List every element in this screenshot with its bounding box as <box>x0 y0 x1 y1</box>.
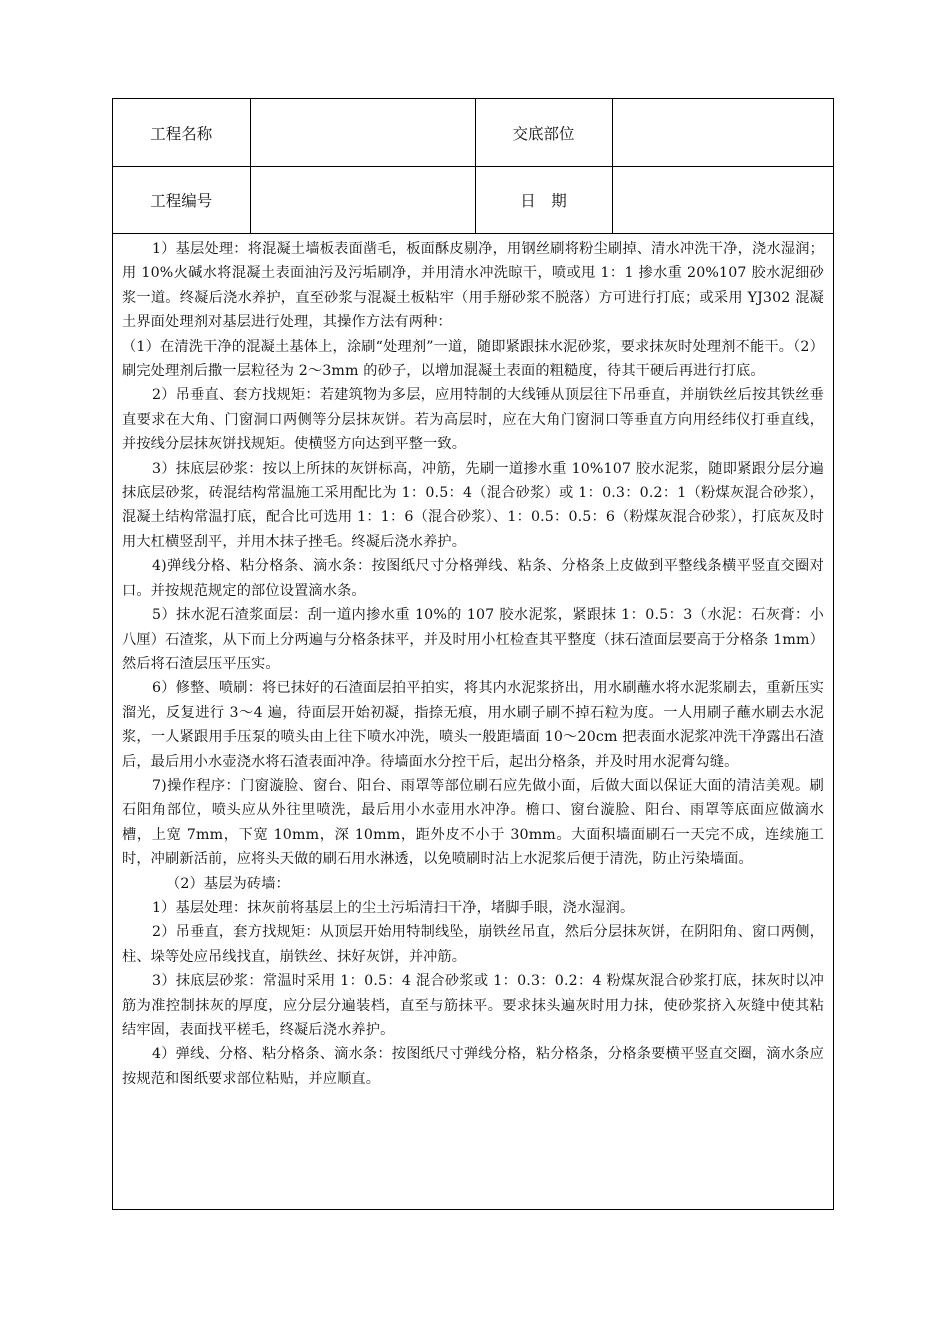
header-row-2 <box>113 167 833 234</box>
paragraph-brick-mortar: 3）抹底层砂浆：常温时采用 1：0.5：4 混合砂浆或 1：0.3：0.2：4 粉煤灰混合砂浆打底，抹灰时以冲筋为准控制抹灰的厚度，应分层分遍装档，直至与筋抹平。要求抹头遍灰时用力抹，使砂浆挤入灰缝中使其粘结牢固，表面找平槎毛，终凝后浇水养护。 <box>122 973 824 1038</box>
project-name-value <box>250 99 475 167</box>
paragraph-grid-lines: 4)弹线分格、粘分格条、滴水条：按图纸尺寸分格弹线、粘条、分格条上皮做到平整线条横平竖直交圈对口。并按规范规定的部位设置滴水条。 <box>122 558 824 599</box>
paragraph-brick-base: 1）基层处理：抹灰前将基层上的尘土污垢清扫干净，堵脚手眼，浇水湿润。 <box>152 899 635 916</box>
location-label: 交底部位 <box>475 99 612 167</box>
project-name-label: 工程名称 <box>113 99 250 167</box>
project-no-value <box>250 167 475 234</box>
header-row-1 <box>113 99 833 167</box>
date-label: 日 期 <box>475 167 612 234</box>
paragraph-brick-grid: 4）弹线、分格、粘分格条、滴水条：按图纸尺寸弹线分格，粘分格条，分格条要横平竖直交圈，滴水条应按规范和图纸要求部位粘贴，并应顺直。 <box>122 1046 824 1087</box>
project-no-label: 工程编号 <box>113 167 250 234</box>
paragraph-base-mortar: 3）抹底层砂浆：按以上所抹的灰饼标高，冲筋，先刷一道掺水重 10%107 胶水泥浆，随即紧跟分层分遍抹底层砂浆，砖混结构常温施工采用配比为 1：0.5：4（混合砂浆）或 1：0.3：0.2：1（粉煤灰混合砂浆），混凝土结构常温打底，配合比可选用 1：1：6（混合砂浆）、1：0.5：0.5：6（粉煤灰混合砂浆），打底灰及时用大杠横竖刮平，并用木抹子挫毛。终凝后浇水养护。 <box>122 460 824 550</box>
header-table <box>113 99 833 234</box>
paragraph-brick-plumb: 2）吊垂直，套方找规矩：从顶层开始用特制线坠，崩铁丝吊直，然后分层抹灰饼，在阴阳角、窗口两侧，柱、垛等处应吊线找直，崩铁丝、抹好灰饼，并冲筋。 <box>122 924 824 965</box>
section-brick-title: （2）基层为砖墙： <box>166 875 290 892</box>
paragraph-base-treatment-methods: （1）在清洗干净的混凝土基体上，涂刷“处理剂”一道，随即紧跟抹水泥砂浆，要求抹灰时处理剂不能干。（2）刷完处理剂后撒一层粒径为 2～3mm 的砂子，以增加混凝土表面的粗糙度，待其干硬后再进行打底。 <box>122 338 824 380</box>
paragraph-finish-spray: 6）修整、喷刷：将已抹好的石渣面层拍平拍实，将其内水泥浆挤出，用水刷蘸水将水泥浆刷去，重新压实溜光，反复进行 3～4 遍，待面层开始初凝，指捺无痕，用水刷子刷不掉石粒为度。一人用刷子蘸水刷去水泥浆，一人紧跟用手压泵的喷头由上往下喷水冲洗，喷头一般距墙面 10～20cm 把表面水泥浆冲洗干净露出石渣后，最后用小水壶浇水将石渣表面冲净。待墙面水分控干后，起出分格条，并及时用水泥膏勾缝。 <box>122 680 824 770</box>
disclosure-content <box>113 234 833 1091</box>
paragraph-plumb-square: 2）吊垂直、套方找规矩：若建筑物为多层，应用特制的大线锤从顶层往下吊垂直，并崩铁丝后按其铁丝垂直要求在大角、门窗洞口两侧等分层抹灰饼。若为高层时，应在大角门窗洞口等垂直方向用经纬仪打垂直线，并按线分层抹灰饼找规矩。使横竖方向达到平整一致。 <box>122 387 824 453</box>
location-value <box>612 99 833 167</box>
disclosure-sheet <box>112 98 834 1210</box>
date-value <box>612 167 833 234</box>
paragraph-surface-layer: 5）抹水泥石渣浆面层：刮一道内掺水重 10%的 107 胶水泥浆，紧跟抹 1：0.5：3（水泥：石灰膏：小八厘）石渣浆，从下而上分两遍与分格条抹平，并及时用小杠检查其平整度（抹石渣面层要高于分格条 1mm）然后将石渣层压平压实。 <box>122 607 824 672</box>
paragraph-procedure: 7)操作程序：门窗漩脸、窗台、阳台、雨罩等部位刷石应先做小面，后做大面以保证大面的清洁美观。刷石阳角部位，喷头应从外往里喷洗，最后用小水壶用水冲净。檐口、窗台漩脸、阳台、雨罩等底面应做滴水槽，上宽 7mm，下宽 10mm，深 10mm，距外皮不小于 30mm。大面积墙面刷石一天完不成，连续施工时，冲刷新活前，应将头天做的刷石用水淋透，以免喷刷时沾上水泥浆后便于清洗，防止污染墙面。 <box>122 777 824 868</box>
paragraph-base-treatment: 1）基层处理：将混凝土墙板表面凿毛，板面酥皮剔净，用钢丝刷将粉尘刷掉、清水冲洗干净，浇水湿润；用 10%火碱水将混凝土表面油污及污垢刷净，并用清水冲洗晾干，喷或甩 1：1 掺水重 20%107 胶水泥细砂浆一道。终凝后浇水养护，直至砂浆与混凝土板粘牢（用手掰砂浆不脱落）方可进行打底；或采用 YJ302 混凝土界面处理剂对基层进行处理，其操作方法有两种： <box>122 241 824 331</box>
